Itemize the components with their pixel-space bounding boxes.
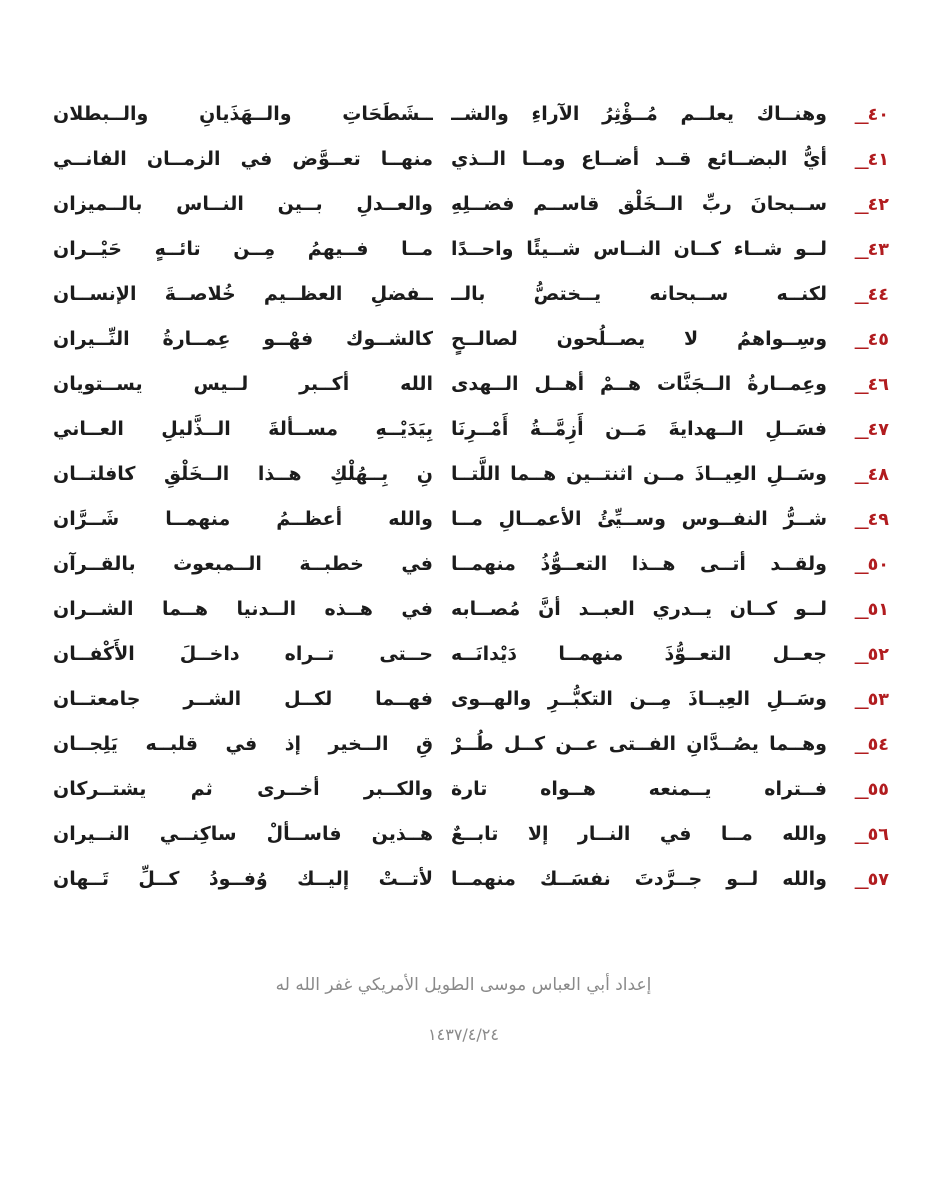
verse-number-cell [833, 227, 889, 273]
credit-line: إعداد أبي العباس موسى الطويل الأمريكي غفر الله له [275, 975, 652, 995]
verse-row [37, 587, 889, 632]
verse-second-hemistich: هــذين فاســألْ ساكِنــي النــيران [53, 823, 433, 845]
verse-row [37, 182, 889, 227]
verse-first-hemistich: وسَــلِ العِيــاذَ مــن اثنتــين هــما اللَّتــا [451, 463, 827, 485]
verse-number-cell [833, 452, 889, 498]
verse-number-dash: __ [854, 330, 867, 349]
verse-first-hemistich: والله لــو جــرَّدتَ نفسَــك منهمــا [451, 868, 827, 890]
verse-number-cell [833, 92, 889, 138]
verse-first-hemistich: وسِــواهمُ لا يصــلُحون لصالــحٍ [451, 328, 827, 350]
verse-number-dash: __ [854, 690, 867, 709]
verse-number-dash: __ [854, 825, 867, 844]
verse-number-dash: __ [854, 735, 867, 754]
verse-number: ٤٢ [867, 195, 889, 215]
verse-number: ٤٤ [867, 285, 889, 305]
verse-second-hemistich: نِ بِــهُلْكِ هــذا الــخَلْقِ كافلتــان [53, 463, 433, 485]
verse-row [37, 272, 889, 317]
verse-number-cell [833, 497, 889, 543]
verse-second-hemistich: الله أكــبر لــيس يســتويان [53, 373, 433, 395]
verse-first-hemistich: ســبحانَ ربِّ الــخَلْق قاســم فضــلِهِ [451, 193, 827, 215]
verse-first-hemistich: أيُّ البضــائع قــد أضــاع ومــا الــذي [451, 148, 827, 170]
verse-second-hemistich: ــشَطَحَاتِ والــهَذَيانِ والــبطلان [53, 103, 433, 125]
verse-number: ٥٢ [867, 645, 889, 665]
verse-number: ٥٣ [867, 690, 889, 710]
verse-row [37, 632, 889, 677]
verse-first-hemistich: وهنــاك يعلــم مُــؤْثِرُ الآراءِ والشــ [451, 103, 827, 125]
verse-number: ٥٦ [867, 825, 889, 845]
verse-number-cell [833, 812, 889, 858]
verse-number: ٤٨ [867, 465, 889, 485]
verse-row [37, 677, 889, 722]
verse-row [37, 812, 889, 857]
verse-first-hemistich: فــتراه يــمنعه هــواه تارة [451, 778, 827, 800]
verse-first-hemistich: وعِمــارةُ الــجَنَّات هــمْ أهــل الــهدى [451, 373, 827, 395]
verse-first-hemistich: لــو كــان يــدري العبــد أنَّ مُصــابه [451, 598, 827, 620]
verse-number-cell [833, 317, 889, 363]
verse-number-dash: __ [854, 780, 867, 799]
verse-number: ٤٥ [867, 330, 889, 350]
verse-row [37, 542, 889, 587]
verse-number-dash: __ [854, 285, 867, 304]
verse-second-hemistich: في خطبــة الــمبعوث بالقــرآن [53, 553, 433, 575]
verse-second-hemistich: فهــما لكــل الشــر جامعتــان [53, 688, 433, 710]
verse-row [37, 497, 889, 542]
verse-number-dash: __ [854, 645, 867, 664]
verse-number-cell [833, 767, 889, 813]
verse-second-hemistich: كالشــوك فهْــو عِمــارةُ النِّــيران [53, 328, 433, 350]
verse-second-hemistich: والكــبر أخــرى ثم يشتــركان [53, 778, 433, 800]
verse-number: ٤٠ [867, 105, 889, 125]
verse-first-hemistich: جعــل التعــوُّذَ منهمــا دَيْدانَــه [451, 643, 827, 665]
verse-number-dash: __ [854, 105, 867, 124]
verse-number-cell [833, 137, 889, 183]
verse-first-hemistich: فسَــلِ الــهدايةَ مَــن أَزِمَّــةُ أَمْــرِنَا [451, 418, 827, 440]
verse-second-hemistich: والعــدلِ بــين النــاس بالــميزان [53, 193, 433, 215]
verse-number-cell [833, 407, 889, 453]
verse-second-hemistich: ــفضلِ العظــيم خُلاصــةَ الإنســان [53, 283, 433, 305]
verse-number: ٥٠ [867, 555, 889, 575]
verse-row [37, 407, 889, 452]
verse-number-cell [833, 272, 889, 318]
verse-first-hemistich: وسَــلِ العِيــاذَ مِــن التكبُّــرِ والهــوى [451, 688, 827, 710]
verse-number: ٤٦ [867, 375, 889, 395]
verse-number-dash: __ [854, 510, 867, 529]
verse-number-cell [833, 362, 889, 408]
verse-number-cell [833, 632, 889, 678]
verse-row [37, 767, 889, 812]
verse-number-dash: __ [854, 555, 867, 574]
verse-number-dash: __ [854, 240, 867, 259]
verse-number: ٥٧ [867, 870, 889, 890]
verse-first-hemistich: ولقــد أتــى هــذا التعــوُّذُ منهمــا [451, 553, 827, 575]
verse-number-cell [833, 677, 889, 723]
verse-number-cell [833, 857, 889, 903]
verse-second-hemistich: بِيَدَيْــهِ مســألةَ الــذَّليلِ العــاني [53, 418, 433, 440]
verse-number-cell [833, 542, 889, 588]
verse-number-dash: __ [854, 195, 867, 214]
hijri-date: ١٤٣٧/٤/٢٤ [428, 1025, 499, 1044]
verse-number-cell [833, 722, 889, 768]
verse-second-hemistich: منهــا تعــوَّض في الزمــان الفانــي [53, 148, 433, 170]
verse-number: ٤٧ [867, 420, 889, 440]
verse-row [37, 452, 889, 497]
verse-first-hemistich: وهــما يصُــدَّانِ الفــتى عــن كــل طُــرْ [451, 733, 827, 755]
page-footer [0, 975, 927, 1044]
verse-row [37, 857, 889, 902]
verse-number: ٥٥ [867, 780, 889, 800]
verse-first-hemistich: والله مــا في النــار إلا تابــعٌ [451, 823, 827, 845]
verse-list [37, 92, 889, 902]
verse-row [37, 722, 889, 767]
verse-first-hemistich: لكنــه ســبحانه يــختصُّ بالــ [451, 283, 827, 305]
verse-number-dash: __ [854, 150, 867, 169]
verse-number-dash: __ [854, 420, 867, 439]
verse-row [37, 137, 889, 182]
verse-second-hemistich: مــا فــيهمُ مِــن تائــهٍ حَيْــران [53, 238, 433, 260]
verse-row [37, 92, 889, 137]
verse-second-hemistich: لأتــتْ إليــك وُفــودُ كــلِّ تَــهان [53, 868, 433, 890]
verse-second-hemistich: والله أعظــمُ منهمــا شَــرَّان [53, 508, 433, 530]
verse-number-dash: __ [854, 375, 867, 394]
verse-number: ٤٣ [867, 240, 889, 260]
verse-number: ٤٩ [867, 510, 889, 530]
verse-second-hemistich: في هــذه الــدنيا هــما الشــران [53, 598, 433, 620]
verse-number: ٥٤ [867, 735, 889, 755]
verse-first-hemistich: لــو شــاء كــان النــاس شــيئًا واحــدًا [451, 238, 827, 260]
verse-row [37, 227, 889, 272]
verse-number: ٥١ [867, 600, 889, 620]
verse-number-cell [833, 182, 889, 228]
verse-row [37, 362, 889, 407]
verse-second-hemistich: حــتى تــراه داخــلَ الأَكْفــان [53, 643, 433, 665]
verse-second-hemistich: قِ الــخير إذ في قلبــه يَلِجــان [53, 733, 433, 755]
verse-number-dash: __ [854, 870, 867, 889]
verse-number: ٤١ [867, 150, 889, 170]
verse-first-hemistich: شــرُّ النفــوس وســيِّئُ الأعمــالِ مــا [451, 508, 827, 530]
verse-number-dash: __ [854, 465, 867, 484]
verse-number-cell [833, 587, 889, 633]
verse-number-dash: __ [854, 600, 867, 619]
verse-row [37, 317, 889, 362]
